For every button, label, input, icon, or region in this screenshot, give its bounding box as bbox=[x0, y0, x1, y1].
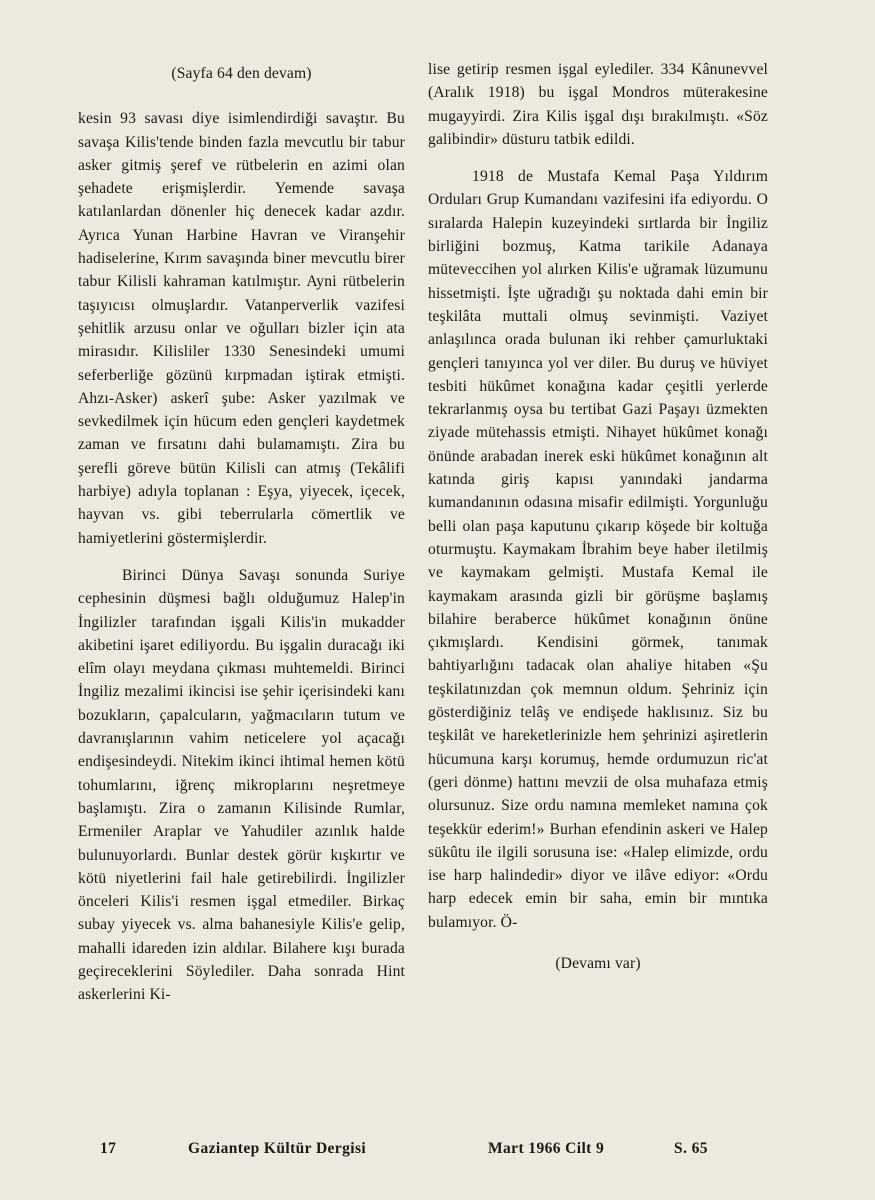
page-number: 17 bbox=[100, 1140, 117, 1157]
continued-from-note: (Sayfa 64 den devam) bbox=[171, 65, 312, 82]
left-paragraph-1: kesin 93 savası diye isimlendirdiği savaştır. Bu savaşa Kilis'tende binden fazla mevcutlu bir tabur asker gitmiş şeref ve rütbelerin en azimi olan şehadete erişmişlerdir. Yemende savaşa katılanlardan dönenler hiç denecek kadar azdır. Ayrıca Yunan Harbine Havran ve Viranşehir hadiselerine, Kırım savaşında biner mevcutlu birer tabur Kilisli kahraman katılmıştır. Ayni rütbelerin taşıyıcısı olmuşlardır. Vatanperverlik vazifesi şehitlik arzusu onlar ve oğulları bizler için ata mirasıdır. Kilisliler 1330 Senesindeki umumi seferberliğe gözünü kırpmadan iştirak etmişti. Ahzı-Asker) askerî şube: Asker yazılmak ve sevkedilmek için hücum eden gençleri kaydetmek zaman ve fırsatını dahi bulamamıştı. Zira bu şerefli göreve bütün Kilisli can atmış (Tekâlifi harbiye) adıyla toplanan : Eşya, yiyecek, içecek, hayvan vs. gibi teberrularla cömertlik ve hamiyetlerini göstermişlerdir. bbox=[78, 110, 405, 547]
right-paragraph-2: 1918 de Mustafa Kemal Paşa Yıldırım Orduları Grup Kumandanı vazifesini ifa ediyordu. O sıralarda Halepin kuzeyindeki sırtlarda bir İngiliz birliğini bozmuş, Katma tarikile Adanaya müteveccihen yol alırken Kilis'e uğramak lüzumunu hissetmişti. İşte uğradığı şu noktada dahi emin bir teşkilâta muttali olmuş sevinmişti. Vaziyet anlaşılınca orada bulunan iki rehber çamurluktaki gençleri tanıyınca yol ver diler. Bu duruş ve hüviyet tesbiti hükûmet konağına kadar çeşitli yerlerde tekrarlanmış oysa bu tertibat Gazi Paşayı üzmekten ziyade mütehassis etmişti. Nihayet hükûmet konağı önünde arabadan inerek eski hükûmet konağının alt katında giriş kapısı yanındaki jandarma kumandanının odasına misafir edilmişti. Yorgunluğu belli olan paşa kaputunu çıkarıp köşede bir koltuğa oturmuştu. Kaymakam İbrahim beye haber iletilmiş ve kaymakam gelmişti. Mustafa Kemal ile kaymakam arasında gizli bir görüşme başlamış bilahire beraberce hükûmet konağının önüne çıkmışlardı. Kendisini görmek, tanımak bahtiyarlığını tadacak olan ahaliye hitaben «Şu teşkilatınızdan çok memnun oldum. Şehriniz için gösterdiğiniz telâş ve endişede haklısınız. Siz bu teşkilât ve hareketlerinizle hem şehrinizi aşiretlerin hücumuna karşı korumuş, hemde ordumuzun ric'at (geri dönme) hattını mevzii de olsa muhafaza etmiş olursunuz. Size ordu namına memleket namına çok teşekkür ederim!» Burhan efendinin askeri ve Halep sükûtu ile ilgili sorusuna ise: «Halep elimizde, ordu ise harp halindedir» diyor ve ilâve ediyor: «Ordu harp edecek emin bir saha, emin bir mıntıka bulamıyor. Ö- bbox=[428, 168, 768, 931]
to-be-continued-note: (Devamı var) bbox=[555, 954, 641, 972]
magazine-title: Gaziantep Kültür Dergisi bbox=[188, 1140, 367, 1157]
left-paragraph-2: Birinci Dünya Savaşı sonunda Suriye cephesinin düşmesi bağlı olduğumuz Halep'in İngilizler tarafından işgali Kilis'in mukadder akibetini işaret ediliyordu. Bu işgalin duracağı iki elîm olayı meydana çıkması muhtemeldi. Birinci İngiliz mezalimi ikincisi ise şehir içerisindeki kanı bozukların, çapalcuların, yağmacıların tutum ve davranışlarının vahim neticelere yol açacağı endişesindeydi. Nitekim ikinci ihtimal hemen kötü tohumlarını, iğrenç mikroplarını neşretmeye başlamıştı. Zira o zamanın Kilisinde Rumlar, Ermeniler Araplar ve Yahudiler azınlık halde bulunuyorlardı. Bunlar destek görür kışkırtır ve kötü niyetlerini fail hale getirebilirdi. İngilizler önceleri Kilis'i resmen işgal etmediler. Birkaç subay yiyecek vs. alma bahanesiyle Kilis'e gelip, mahalli idareden izin aldılar. Bilahere kışı burada geçireceklerini Söylediler. Daha sonrada Hint askerlerini Ki- bbox=[78, 566, 405, 1004]
right-paragraph-1: lise getirip resmen işgal eylediler. 334 Kânunevvel (Aralık 1918) bu işgal Mondros müterakesine mugayyirdi. Zira Kilis işgal dışı bırakılmıştı. «Söz galibindir» düsturu tatbik edildi. bbox=[428, 61, 768, 148]
left-column bbox=[78, 58, 405, 1007]
issue-number: S. 65 bbox=[674, 1140, 708, 1157]
right-column bbox=[428, 58, 768, 975]
issue-date-volume: Mart 1966 Cilt 9 bbox=[488, 1140, 605, 1157]
